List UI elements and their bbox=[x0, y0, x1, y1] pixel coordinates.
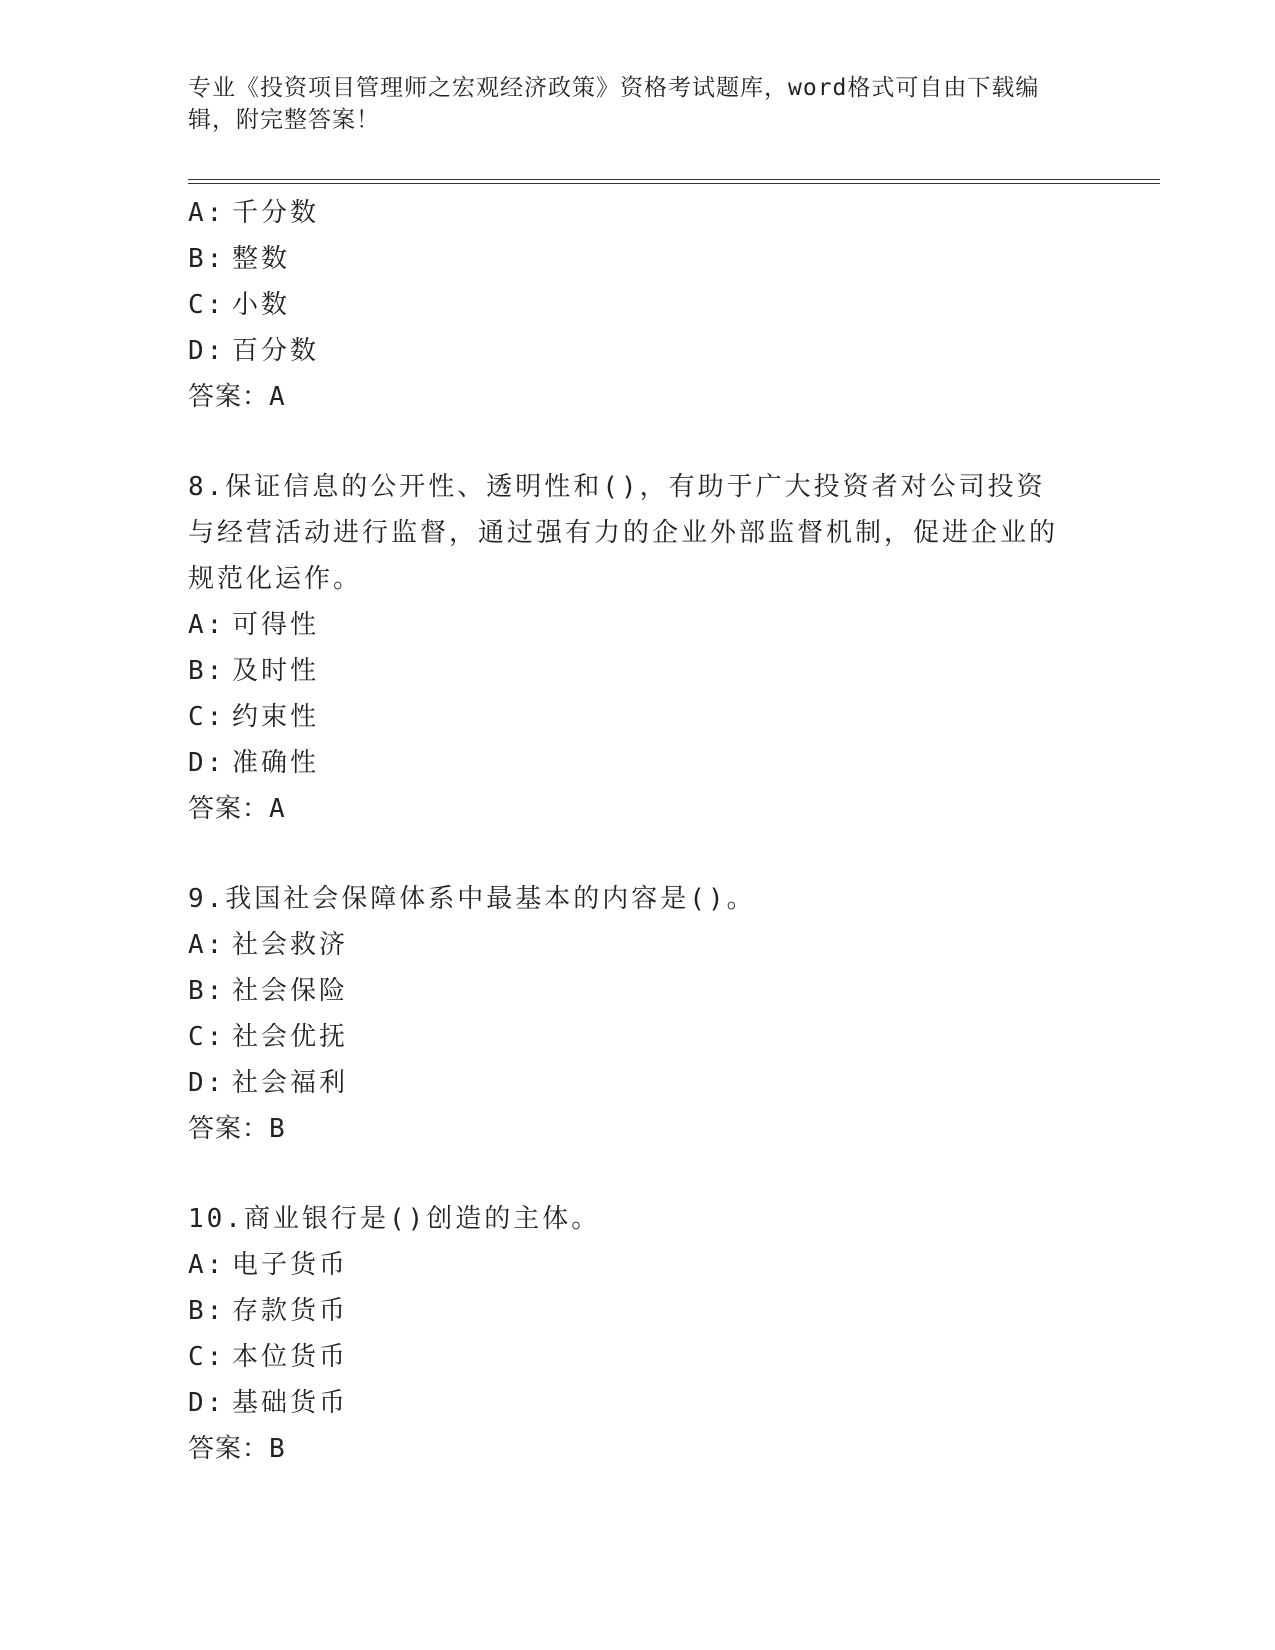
option-text: 千分数 bbox=[232, 198, 320, 228]
option-d bbox=[188, 328, 1068, 374]
option-text: 约束性 bbox=[232, 702, 320, 732]
option-letter: A: bbox=[188, 930, 226, 960]
option-b bbox=[188, 236, 1068, 282]
option-text: 社会福利 bbox=[232, 1068, 349, 1098]
option-letter: D: bbox=[188, 1388, 226, 1418]
question-text: 9.我国社会保障体系中最基本的内容是()。 bbox=[188, 884, 756, 914]
option-letter: B: bbox=[188, 656, 226, 686]
option-letter: D: bbox=[188, 336, 226, 366]
option-letter: B: bbox=[188, 976, 226, 1006]
option-a bbox=[188, 190, 1068, 236]
option-letter: D: bbox=[188, 748, 226, 778]
question-block-7 bbox=[188, 190, 1068, 420]
option-text: 存款货币 bbox=[232, 1296, 349, 1326]
option-letter: A: bbox=[188, 610, 226, 640]
question-content bbox=[188, 190, 1068, 1472]
option-c bbox=[188, 1334, 1068, 1380]
option-b bbox=[188, 968, 1068, 1014]
answer-line: 答案：B bbox=[188, 1434, 286, 1464]
option-letter: B: bbox=[188, 1296, 226, 1326]
option-c bbox=[188, 1014, 1068, 1060]
question-text: 8.保证信息的公开性、透明性和()，有助于广大投资者对公司投资与经营活动进行监督，通过强有力的企业外部监督机制，促进企业的规范化运作。 bbox=[188, 472, 1059, 594]
question-block-10 bbox=[188, 1196, 1068, 1472]
option-letter: C: bbox=[188, 1342, 226, 1372]
question-text: 10.商业银行是()创造的主体。 bbox=[188, 1204, 601, 1234]
option-c bbox=[188, 282, 1068, 328]
option-text: 社会优抚 bbox=[232, 1022, 349, 1052]
option-text: 社会救济 bbox=[232, 930, 349, 960]
question-block-9 bbox=[188, 876, 1068, 1152]
question-block-8 bbox=[188, 464, 1068, 832]
option-text: 小数 bbox=[232, 290, 291, 320]
option-text: 百分数 bbox=[232, 336, 320, 366]
option-text: 电子货币 bbox=[232, 1250, 349, 1280]
option-letter: C: bbox=[188, 702, 226, 732]
header-divider-top bbox=[188, 179, 1160, 180]
option-text: 整数 bbox=[232, 244, 291, 274]
option-text: 基础货币 bbox=[232, 1388, 349, 1418]
document-header: 专业《投资项目管理师之宏观经济政策》资格考试题库，word格式可自由下载编辑，附完整答案！ bbox=[188, 75, 1040, 133]
option-text: 本位货币 bbox=[232, 1342, 349, 1372]
option-b bbox=[188, 648, 1068, 694]
answer-line: 答案：A bbox=[188, 794, 286, 824]
option-letter: A: bbox=[188, 198, 226, 228]
option-letter: C: bbox=[188, 290, 226, 320]
option-text: 准确性 bbox=[232, 748, 320, 778]
option-b bbox=[188, 1288, 1068, 1334]
option-text: 社会保险 bbox=[232, 976, 349, 1006]
option-a bbox=[188, 1242, 1068, 1288]
option-text: 及时性 bbox=[232, 656, 320, 686]
option-letter: D: bbox=[188, 1068, 226, 1098]
option-letter: B: bbox=[188, 244, 226, 274]
answer-line: 答案：A bbox=[188, 382, 286, 412]
option-text: 可得性 bbox=[232, 610, 320, 640]
option-d bbox=[188, 1380, 1068, 1426]
option-a bbox=[188, 922, 1068, 968]
header-divider-bottom bbox=[188, 183, 1160, 184]
option-letter: A: bbox=[188, 1250, 226, 1280]
option-a bbox=[188, 602, 1068, 648]
answer-line: 答案：B bbox=[188, 1114, 286, 1144]
option-d bbox=[188, 1060, 1068, 1106]
option-c bbox=[188, 694, 1068, 740]
option-d bbox=[188, 740, 1068, 786]
option-letter: C: bbox=[188, 1022, 226, 1052]
